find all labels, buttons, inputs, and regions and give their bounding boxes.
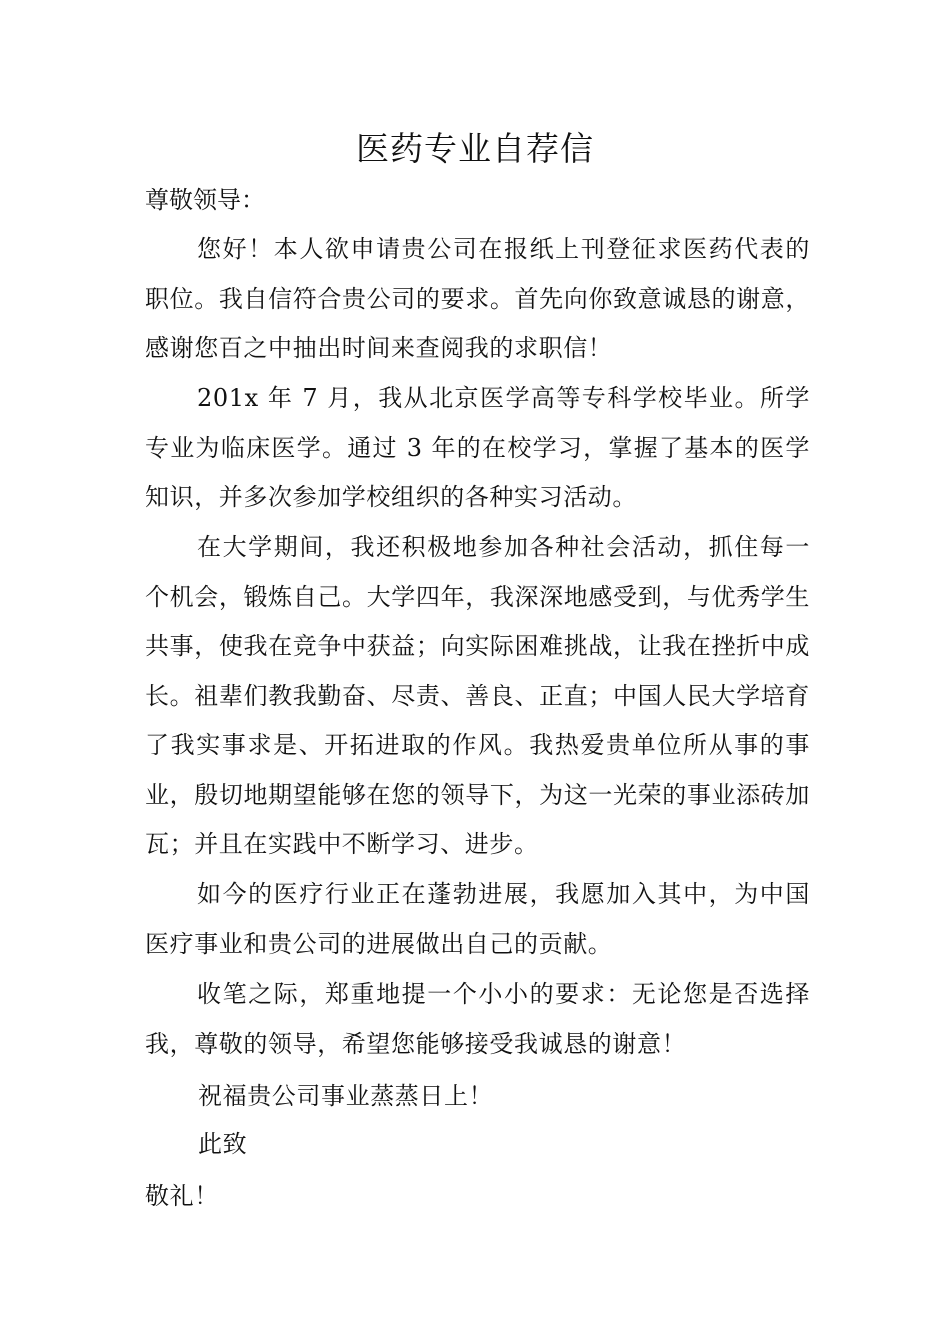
salutation: 尊敬领导： bbox=[145, 186, 265, 214]
paragraph-industry-aspiration: 如今的医疗行业正在蓬勃进展，我愿加入其中，为中国医疗事业和贵公司的进展做出自己的贡献。 bbox=[145, 880, 810, 958]
paragraph-closing-request: 收笔之际，郑重地提一个小小的要求：无论您是否选择我，尊敬的领导，希望您能够接受我诚恳的谢意！ bbox=[145, 980, 810, 1058]
paragraph-greeting: 您好！本人欲申请贵公司在报纸上刊登征求医药代表的职位。我自信符合贵公司的要求。首先向你致意诚恳的谢意，感谢您百之中抽出时间来查阅我的求职信！ bbox=[145, 235, 810, 362]
wish-line: 祝福贵公司事业蒸蒸日上！ bbox=[198, 1082, 494, 1110]
paragraph-education: 201x 年 7 月，我从北京医学高等专科学校毕业。所学专业为临床医学。通过 3 年的在校学习，掌握了基本的医学知识，并多次参加学校组织的各种实习活动。 bbox=[145, 384, 810, 511]
paragraph-university-experience: 在大学期间，我还积极地参加各种社会活动，抓住每一个机会，锻炼自己。大学四年，我深深地感受到，与优秀学生共事，使我在竞争中获益；向实际困难挑战，让我在挫折中成长。祖辈们教我勤奋、尽责、善良、正直；中国人民大学培育了我实事求是、开拓进取的作风。我热爱贵单位所从事的事业，殷切地期望能够在您的领导下，为这一光荣的事业添砖加瓦；并且在实践中不断学习、进步。 bbox=[145, 533, 810, 858]
document-title: 医药专业自荐信 bbox=[356, 129, 594, 168]
closing-jingli: 敬礼！ bbox=[145, 1182, 219, 1210]
closing-cizhi: 此致 bbox=[198, 1130, 248, 1158]
